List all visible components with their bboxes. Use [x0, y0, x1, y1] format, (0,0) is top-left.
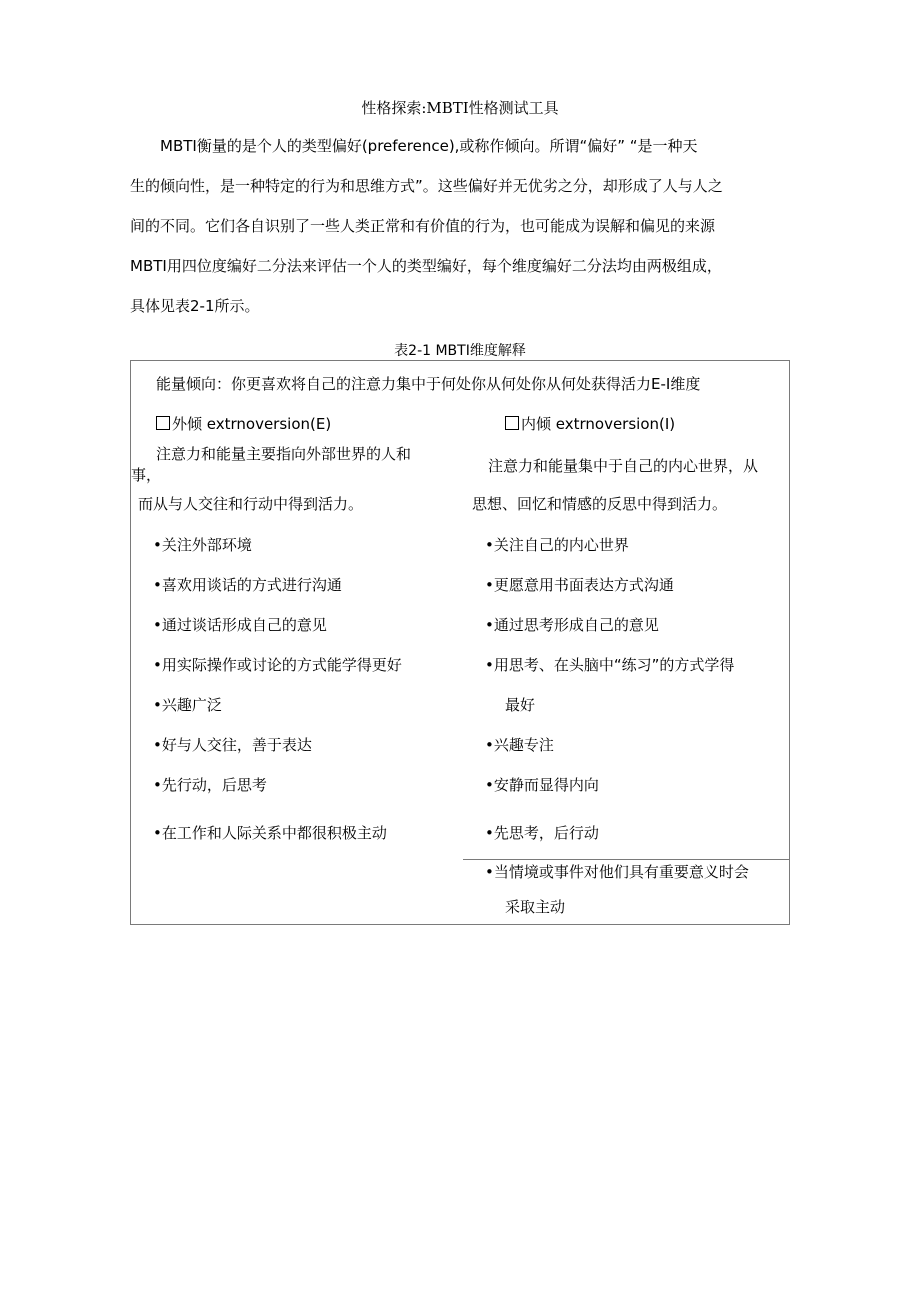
extraversion-item: •在工作和人际关系中都很积极主动 — [153, 824, 387, 842]
extraversion-heading: 外倾 extrnoversion(E) — [156, 414, 331, 434]
introversion-item: •通过思考形成自己的意见 — [485, 616, 659, 634]
page-title: 性格探索:MBTI性格测试工具 — [361, 99, 559, 117]
introversion-item: •更愿意用书面表达方式沟通 — [485, 576, 674, 594]
introversion-item: •当情境或事件对他们具有重要意义时会 — [485, 863, 749, 881]
introversion-desc-line: 注意力和能量集中于自己的内心世界，从 — [488, 457, 759, 475]
extraversion-item: •关注外部环境 — [153, 536, 252, 554]
introversion-item: •关注自己的内心世界 — [485, 536, 629, 554]
extraversion-item: •兴趣广泛 — [153, 696, 222, 714]
checkbox-icon — [156, 416, 170, 430]
extraversion-desc-line: 而从与人交往和行动中得到活力。 — [138, 495, 364, 513]
extraversion-item: •通过谈话形成自己的意见 — [153, 616, 327, 634]
introversion-item: •用思考、在头脑中“练习”的方式学得 — [485, 656, 735, 674]
intro-line-3: 间的不同。它们各自识别了一些人类正常和有价值的行为，也可能成为误解和偏见的来源 — [130, 217, 716, 235]
introversion-item: •兴趣专注 — [485, 736, 554, 754]
extraversion-desc-line: 事， — [131, 466, 162, 484]
extraversion-item: •好与人交往，善于表达 — [153, 736, 312, 754]
introversion-item: •安静而显得内向 — [485, 776, 599, 794]
extraversion-item: •先行动，后思考 — [153, 776, 267, 794]
table-inner-divider — [463, 859, 790, 860]
intro-line-5: 具体见表2-1所示。 — [130, 297, 260, 315]
introversion-item-continued: 最好 — [505, 696, 536, 714]
intro-line-4: MBTI用四位度编好二分法来评估一个人的类型编好，每个维度编好二分法均由两极组成， — [130, 257, 722, 275]
extraversion-desc-line: 注意力和能量主要指向外部世界的人和 — [156, 445, 412, 463]
introversion-item: •先思考，后行动 — [485, 824, 599, 842]
introversion-heading: 内倾 extrnoversion(I) — [505, 414, 675, 434]
table-header: 能量倾向：你更喜欢将自己的注意力集中于何处你从何处你从何处获得活力E-I维度 — [156, 375, 701, 393]
extraversion-item: •用实际操作或讨论的方式能学得更好 — [153, 656, 402, 674]
checkbox-icon — [505, 416, 519, 430]
introversion-desc-line: 思想、回忆和情感的反思中得到活力。 — [472, 495, 728, 513]
table-caption: 表2-1 MBTI维度解释 — [394, 343, 526, 359]
intro-line-2: 生的倾向性，是一种特定的行为和思维方式”。这些偏好并无优劣之分，却形成了人与人之 — [130, 177, 723, 195]
extraversion-item: •喜欢用谈话的方式进行沟通 — [153, 576, 342, 594]
intro-line-1: MBTI衡量的是个人的类型偏好(preference),或称作倾向。所谓“偏好” “是一种天 — [160, 137, 698, 155]
introversion-item-continued: 采取主动 — [505, 898, 566, 916]
